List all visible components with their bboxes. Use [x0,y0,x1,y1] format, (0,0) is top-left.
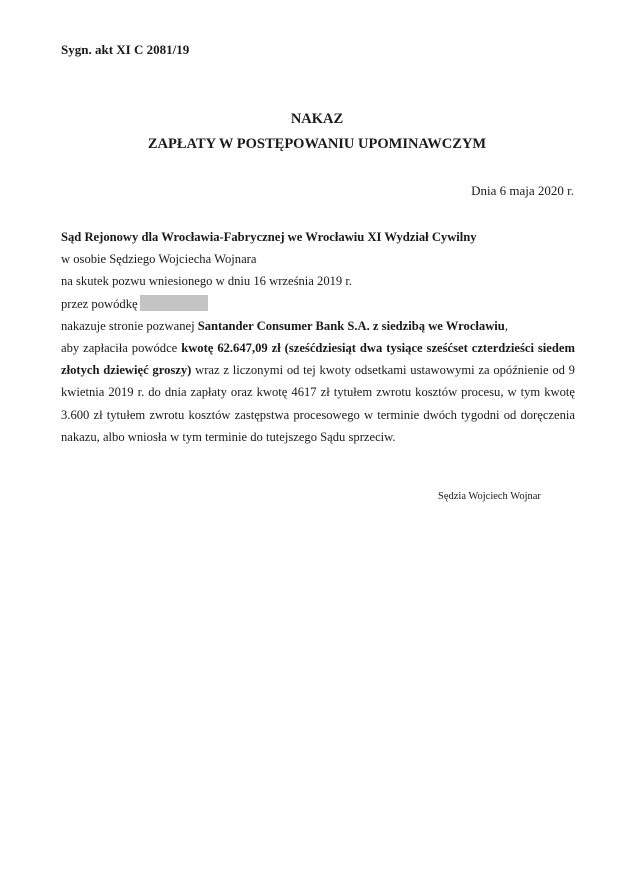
court-name: Sąd Rejonowy dla Wrocławia-Fabrycznej we Wrocławiu XI Wydział Cywilny [61,230,477,244]
redacted-plaintiff-name [140,295,208,311]
payment-prefix: aby zapłaciła powódce [61,341,182,356]
document-subtitle: ZAPŁATY W POSTĘPOWANIU UPOMINAWCZYM [147,136,487,152]
judge-line: w osobie Sędziego Wojciecha Wojnara [61,252,257,267]
payment-amount: kwotę 62.647,09 zł (sześćdziesiąt dwa tysiące sześćset czterdzieści siedem złotych dziewięć groszy) [61,341,575,378]
order-suffix: , [504,318,508,333]
plaintiff-label: przez powódkę [61,296,138,311]
payment-paragraph [61,337,575,448]
defendant-name: Santander Consumer Bank S.A. z siedzibą we Wrocławiu [197,318,505,333]
case-number: Sygn. akt XI C 2081/19 [61,42,190,57]
plaintiff-line [61,293,575,315]
document-body [61,226,575,448]
judge-signature: Sędzia Wojciech Wojnar [438,491,541,502]
document-title: NAKAZ [290,111,344,127]
order-line [61,315,575,337]
order-prefix: nakazuje stronie pozwanej [61,318,198,333]
payment-terms: wraz z liczonymi od tej kwoty odsetkami ustawowymi za opóźnienie od 9 kwietnia 2019 r. do dnia zapłaty oraz kwotę 4617 zł tytułem zwrotu kosztów procesu, w tym kwotę 3.600 zł tytułem zwrotu kosztów zastępstwa procesowego w terminie dwóch tygodni od doręczenia nakazu, albo wniosła w tym terminie do tutejszego Sądu sprzeciw. [61,363,575,444]
filing-line: na skutek pozwu wniesionego w dniu 16 września 2019 r. [61,274,353,289]
issue-date: Dnia 6 maja 2020 r. [471,183,574,198]
